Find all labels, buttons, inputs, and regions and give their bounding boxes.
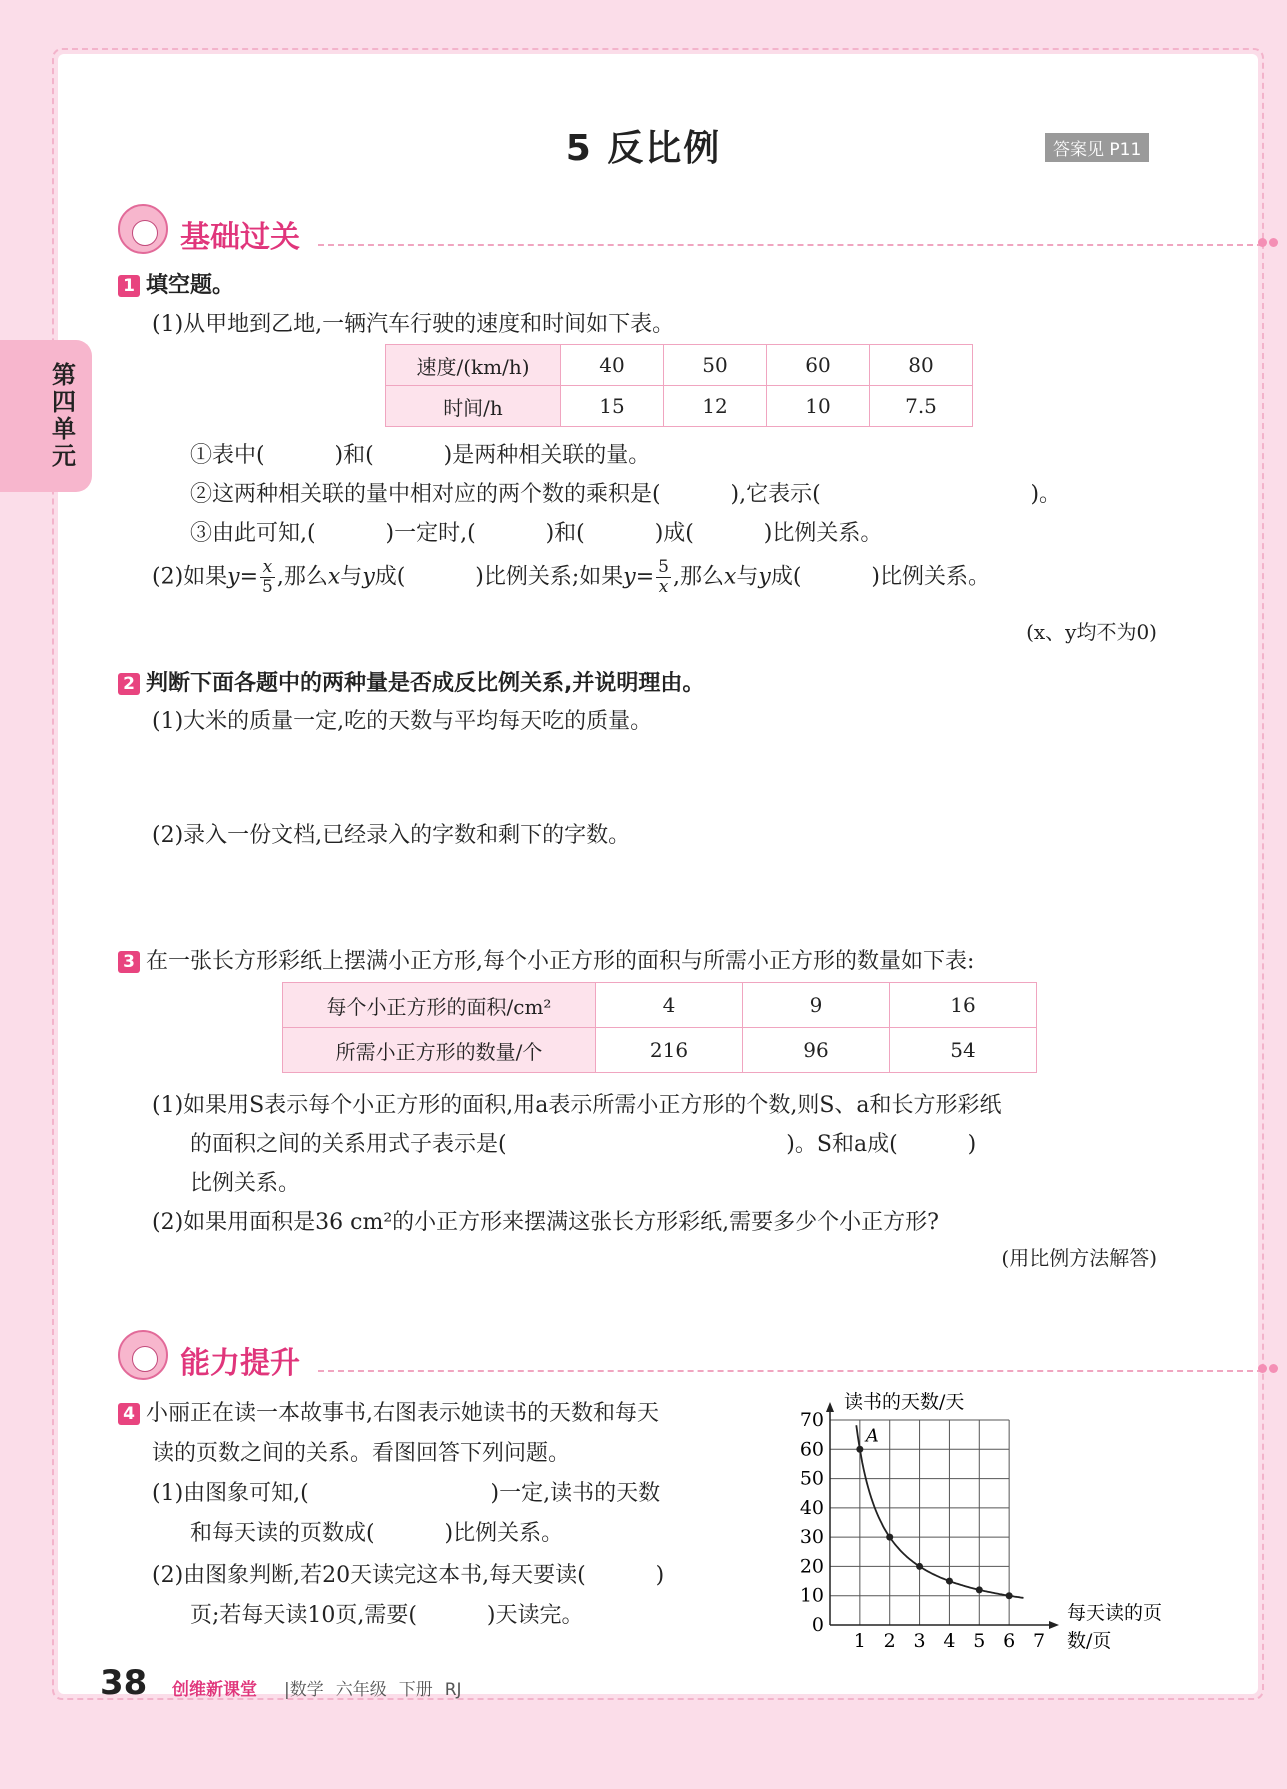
unit-side-tab [0, 340, 92, 492]
text: 成( )比例关系。 [770, 564, 990, 590]
table-row [386, 386, 973, 427]
cartoon-face-icon [118, 204, 168, 254]
question-1-header [118, 268, 234, 299]
section-title-ability: 能力提升 [180, 1346, 300, 1381]
q1-sub1: ①表中( )和( )是两种相关联的量。 [190, 443, 651, 468]
y-axis-label: 读书的天数/天 [844, 1391, 965, 1413]
q1-part1: (1)从甲地到乙地,一辆汽车行驶的速度和时间如下表。 [152, 312, 675, 337]
numerator: 5 [658, 557, 669, 577]
x-axis-label: 数/页 [1067, 1630, 1112, 1652]
y-tick-label: 30 [799, 1526, 824, 1549]
x-tick-label: 2 [883, 1630, 896, 1652]
q3-note: (用比例方法解答) [1001, 1246, 1157, 1270]
table-cell: 80 [870, 345, 973, 386]
q1-note: (x、y均不为0) [1026, 620, 1157, 644]
table-cell: 10 [767, 386, 870, 427]
numerator: x [262, 557, 273, 577]
question-number-badge: 2 [118, 673, 140, 695]
data-point [976, 1586, 983, 1593]
q4-part1-line2: 和每天读的页数成( )比例关系。 [190, 1521, 564, 1546]
question-1-title: 填空题。 [146, 273, 235, 298]
y-tick-label: 50 [799, 1467, 824, 1490]
question-2-header [118, 666, 704, 697]
x-tick-label: 4 [943, 1630, 956, 1652]
q3-part1-line2: 的面积之间的关系用式子表示是( )。S和a成( ) [190, 1132, 977, 1157]
table-row [386, 345, 973, 386]
text: ,那么 [672, 564, 724, 590]
q4-part1-line1: (1)由图象可知,( )一定,读书的天数 [152, 1481, 661, 1506]
text: 与 [736, 564, 759, 590]
footer-term: 下册 [398, 1680, 433, 1700]
footer-info: |数学 六年级 下册 RJ [284, 1680, 462, 1700]
x-axis-label: 每天读的页 [1067, 1602, 1163, 1624]
x-axis-arrow-icon [1049, 1621, 1059, 1629]
answer-reference-badge: 答案见 P11 [1045, 133, 1149, 162]
y-tick-label: 40 [799, 1496, 824, 1519]
point-label: A [865, 1425, 879, 1447]
table-cell: 9 [743, 983, 890, 1028]
question-3-title: 在一张长方形彩纸上摆满小正方形,每个小正方形的面积与所需小正方形的数量如下表: [146, 949, 975, 974]
table-cell: 速度/(km/h) [386, 345, 561, 386]
text: 成( )比例关系;如果 [374, 564, 624, 590]
table-cell: 96 [743, 1028, 890, 1073]
data-point [1006, 1592, 1013, 1599]
q3-part1-line1: (1)如果用S表示每个小正方形的面积,用a表示所需小正方形的个数,则S、a和长方形彩纸 [152, 1093, 1002, 1118]
var-y: y [758, 564, 771, 590]
table-cell: 7.5 [870, 386, 973, 427]
cartoon-face-icon [118, 1330, 168, 1380]
data-point [946, 1578, 953, 1585]
question-4-line2: 读的页数之间的关系。看图回答下列问题。 [152, 1441, 571, 1466]
q2-part2: (2)录入一份文档,已经录入的字数和剩下的字数。 [152, 823, 631, 848]
data-point [886, 1534, 893, 1541]
data-point [856, 1446, 863, 1453]
q4-part2-line1: (2)由图象判断,若20天读完这本书,每天要读( ) [152, 1563, 665, 1588]
table-cell: 时间/h [386, 386, 561, 427]
y-axis-arrow-icon [826, 1402, 834, 1412]
var-x: x [327, 564, 341, 590]
q1-sub3: ③由此可知,( )一定时,( )和( )成( )比例关系。 [190, 521, 883, 546]
denominator: 5 [262, 577, 273, 597]
table-cell: 50 [664, 345, 767, 386]
table-cell: 54 [890, 1028, 1037, 1073]
x-tick-label: 5 [973, 1630, 986, 1652]
var-y: y [227, 564, 240, 590]
decorative-dots-icon [1256, 1358, 1278, 1377]
question-2-title: 判断下面各题中的两种量是否成反比例关系,并说明理由。 [146, 671, 705, 696]
q1-part2 [152, 558, 990, 597]
x-tick-label: 1 [853, 1630, 866, 1652]
question-4-line1 [118, 1396, 659, 1427]
footer-brand: 创维新课堂 [172, 1680, 257, 1700]
question-3-header [118, 944, 974, 975]
table-cell: 40 [561, 345, 664, 386]
x-tick-label: 3 [913, 1630, 926, 1652]
decorative-dots-icon [1256, 232, 1278, 251]
var-x: x [723, 564, 737, 590]
y-tick-label: 70 [799, 1409, 824, 1431]
square-area-table [282, 982, 1037, 1073]
section-title-basic: 基础过关 [180, 220, 300, 255]
table-cell: 所需小正方形的数量/个 [283, 1028, 596, 1073]
table-row [283, 1028, 1037, 1073]
text: (2)如果 [152, 564, 228, 590]
question-number-badge: 4 [118, 1403, 140, 1425]
table-cell: 16 [890, 983, 1037, 1028]
y-tick-label: 10 [799, 1584, 824, 1607]
q2-part1: (1)大米的质量一定,吃的天数与平均每天吃的质量。 [152, 709, 653, 734]
table-cell: 12 [664, 386, 767, 427]
q3-part1-line3: 比例关系。 [190, 1171, 301, 1196]
series-line [856, 1425, 1023, 1598]
footer-edition: RJ [444, 1680, 462, 1700]
table-cell: 每个小正方形的面积/cm² [283, 983, 596, 1028]
speed-time-table [385, 344, 973, 427]
table-row [283, 983, 1037, 1028]
text: = [635, 564, 655, 590]
y-tick-label: 60 [799, 1438, 824, 1461]
footer-grade: 六年级 [335, 1680, 387, 1700]
table-cell: 15 [561, 386, 664, 427]
x-tick-label: 6 [1003, 1630, 1016, 1652]
section-header-ability [118, 1330, 1278, 1382]
var-y: y [362, 564, 375, 590]
y-tick-label: 20 [799, 1555, 824, 1578]
section-header-basic [118, 204, 1278, 256]
question-number-badge: 3 [118, 951, 140, 973]
section-divider [318, 244, 1263, 246]
page-number: 38 [100, 1663, 148, 1703]
text: ,那么 [276, 564, 328, 590]
footer-subject: 数学 [289, 1680, 324, 1700]
unit-side-tab-label: 第四单元 [52, 361, 76, 470]
q1-sub2: ②这两种相关联的量中相对应的两个数的乘积是( ),它表示( )。 [190, 482, 1062, 507]
q3-part2: (2)如果用面积是36 cm²的小正方形来摆满这张长方形彩纸,需要多少个小正方形? [152, 1210, 939, 1235]
y-tick-label: 0 [811, 1614, 824, 1636]
text: 与 [340, 564, 363, 590]
denominator: x [658, 577, 669, 597]
table-cell: 4 [596, 983, 743, 1028]
fraction-5-over-x [656, 558, 671, 597]
var-y: y [623, 564, 636, 590]
reading-days-chart [790, 1380, 1170, 1660]
fraction-x-over-5 [260, 558, 275, 597]
data-point [916, 1563, 923, 1570]
question-number-badge: 1 [118, 275, 140, 297]
text: 小丽正在读一本故事书,右图表示她读书的天数和每天 [146, 1401, 659, 1426]
page-title: 5 反比例 [565, 128, 722, 169]
table-cell: 216 [596, 1028, 743, 1073]
x-tick-label: 7 [1032, 1630, 1046, 1652]
table-cell: 60 [767, 345, 870, 386]
section-divider [318, 1370, 1263, 1372]
text: = [239, 564, 259, 590]
q4-part2-line2: 页;若每天读10页,需要( )天读完。 [190, 1603, 584, 1628]
